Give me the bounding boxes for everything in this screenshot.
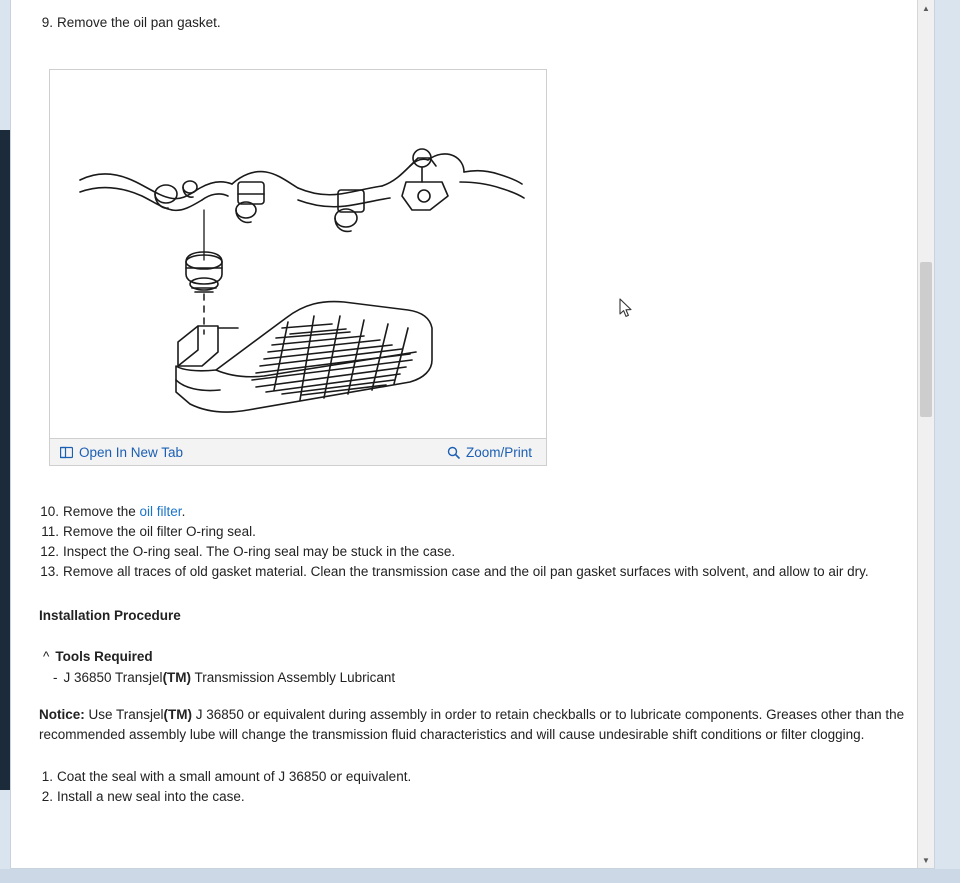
tools-required-label: Tools Required <box>55 649 153 664</box>
figure-image <box>50 70 546 438</box>
trademark-mark: (TM) <box>163 707 193 722</box>
step-text: Remove all traces of old gasket material. Clean the transmission case and the oil pan gasket surfaces with solvent, and allow to air dry. <box>63 564 869 579</box>
window-left-edge <box>0 130 10 790</box>
tools-required-heading <box>43 649 914 664</box>
list-item <box>39 562 914 582</box>
magnifier-icon <box>447 446 460 459</box>
step-number: 12. <box>40 544 59 559</box>
step-number: 13. <box>40 564 59 579</box>
document-page <box>10 0 935 869</box>
list-item <box>39 13 914 33</box>
list-item <box>39 787 914 807</box>
step-number: 9. <box>41 15 53 30</box>
step-text-post: . <box>181 504 186 519</box>
removal-steps-list <box>39 502 914 582</box>
section-heading: Installation Procedure <box>39 608 181 623</box>
notice-label: Notice: <box>39 707 85 722</box>
zoom-print-label: Zoom/Print <box>465 444 532 460</box>
caret-icon: ^ <box>43 649 50 664</box>
step-text: Remove the oil filter O-ring seal. <box>63 524 256 539</box>
document-content <box>11 0 934 807</box>
notice-paragraph <box>39 705 914 745</box>
step-number: 10. <box>40 504 59 519</box>
notice-text-1: Use Transjel <box>84 707 164 722</box>
step-text: Inspect the O-ring seal. The O-ring seal may be stuck in the case. <box>63 544 456 559</box>
zoom-print-button[interactable] <box>447 445 532 460</box>
scroll-down-button[interactable]: ▼ <box>918 852 934 869</box>
figure-toolbar <box>50 438 546 465</box>
step-text: Install a new seal into the case. <box>57 789 245 804</box>
list-item <box>39 522 914 542</box>
installation-steps-list <box>39 767 914 807</box>
list-item <box>39 502 914 522</box>
tool-name-pre: J 36850 Transjel <box>63 670 163 685</box>
window-bottom-edge <box>0 869 960 883</box>
scroll-up-button[interactable]: ▲ <box>918 0 934 17</box>
figure-container <box>49 69 547 466</box>
tool-name-post: Transmission Assembly Lubricant <box>191 670 396 685</box>
step-text-pre: Remove the <box>63 504 140 519</box>
notice-text-2: J 36850 or equivalent during assembly in order to retain checkballs or to lubricate components. Greases other than the recommended assembly lube will change the transmission fluid characteristics and will cause undesirable shift conditions or filter clogging. <box>39 707 905 742</box>
bullet-dash: - <box>53 670 58 685</box>
step-number: 11. <box>41 524 59 539</box>
step-number: 1. <box>41 769 53 784</box>
vertical-scrollbar[interactable] <box>917 0 934 869</box>
step-number: 2. <box>41 789 53 804</box>
open-in-new-tab-label: Open In New Tab <box>79 444 184 460</box>
list-item <box>53 670 914 685</box>
trademark-mark: (TM) <box>162 670 192 685</box>
list-item <box>39 767 914 787</box>
list-item <box>39 542 914 562</box>
step-text: Coat the seal with a small amount of J 36850 or equivalent. <box>57 769 412 784</box>
open-in-new-tab-button[interactable] <box>60 445 183 460</box>
new-window-icon <box>60 446 73 459</box>
oil-filter-link[interactable]: oil filter <box>139 504 182 519</box>
step-text: Remove the oil pan gasket. <box>57 15 221 30</box>
scrollbar-thumb[interactable] <box>920 262 932 417</box>
